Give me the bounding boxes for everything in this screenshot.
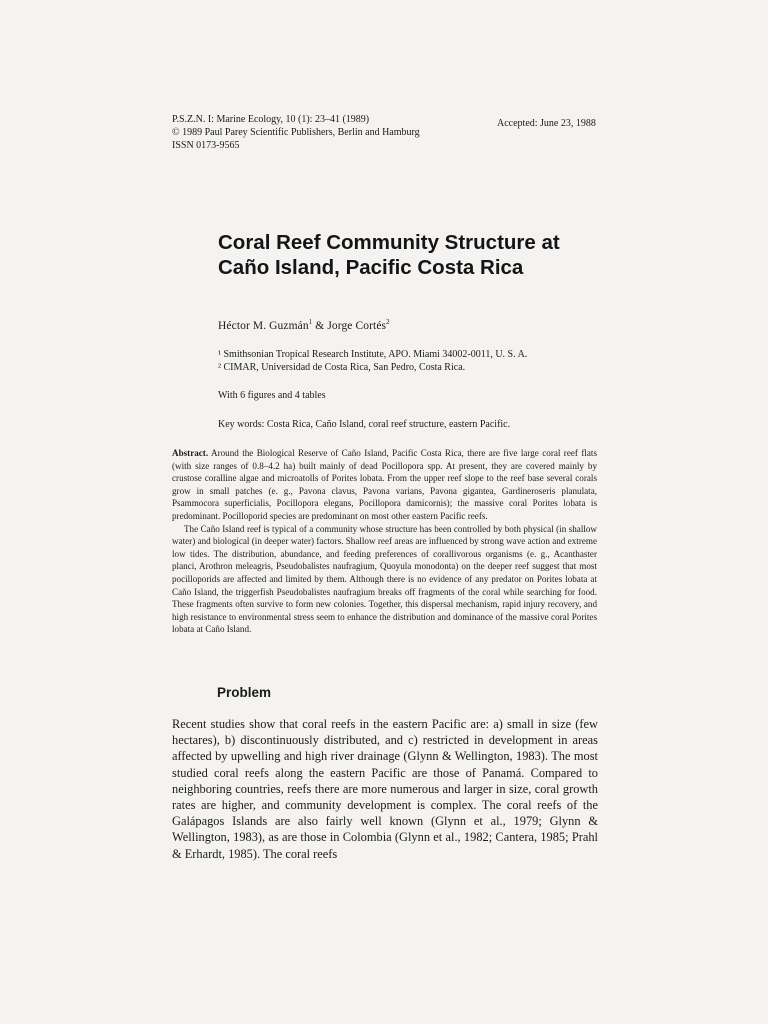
copyright-notice: © 1989 Paul Parey Scientific Publishers, Berlin and Hamburg <box>172 127 420 138</box>
article-title <box>218 230 638 280</box>
abstract <box>172 447 597 636</box>
affiliation-2: ² CIMAR, Universidad de Costa Rica, San Pedro, Costa Rica. <box>218 361 466 373</box>
section-heading: Problem <box>217 685 272 700</box>
publication-info <box>172 113 492 152</box>
article-title-line2: Caño Island, Pacific Costa Rica <box>218 256 524 279</box>
abstract-text: Around the Biological Reserve of Caño Island, Pacific Costa Rica, there are five large coral reef flats (with size ranges of 0.8–4.2 ha) built mainly of dead Pocillopora spp. At present, they are covered mainly by crustose coralline algae and microatolls of Porites lobata. From the upper reef slope to the reef base several corals grow in small patches (e. g., Pavona clavus, Pavona varians, Pavona gigantea, Gardineroseris planulata, Psammocora superficialis, Pocillopora elegans, Pocillopora damicornis); the massive coral Porites lobata is predominant. Pocilloporid species are predominant on most other eastern Pacific reefs. <box>172 448 597 521</box>
author-separator: & <box>312 319 328 332</box>
abstract-paragraph <box>172 447 597 523</box>
journal-citation: P.S.Z.N. I: Marine Ecology, 10 (1): 23–41 (1989) <box>172 114 370 125</box>
abstract-paragraph: The Caño Island reef is typical of a community whose structure has been controlled by both physical (in shallow water) and biological (in deeper water) factors. Shallow reef areas are influenced by strong wave action and extreme low tides. The distribution, abundance, and feeding preferences of corallivorous organisms (e. g., Acanthaster planci, Arothron meleagris, Pseudobalistes naufragium, Quoyula monodonta) on the deeper reef suggest that most pocilloporids are affected and limited by them. Although there is no evidence of any predator on Porites lobata at Caño Island, the triggerfish Pseudobalistes naufragium breaks off fragments of the coral while searching for food. These fragments often survive to form new colonies. Together, this dispersal mechanism, rapid injury recovery, and high resistance to environmental stress seem to enhance the distribution and dominance of the massive coral Porites lobata at Caño Island. <box>172 523 597 635</box>
author-name: Jorge Cortés <box>327 319 387 332</box>
author-list <box>218 318 390 332</box>
body-paragraph: Recent studies show that coral reefs in the eastern Pacific are: a) small in size (few hectares), b) discontinuously distributed, and c) restricted in development in areas affected by upwelling and high river drainage (Glynn & Wellington, 1983). The most studied coral reefs along the eastern Pacific are those of Panamá. Compared to neighboring countries, reefs there are more numerous and larger in size, coral growth rates are higher, and community development is complex. The coral reefs of the Galápagos Islands are also fairly well known (Glynn et al., 1979; Glynn & Wellington, 1983), as are those in Colombia (Glynn et al., 1982; Cantera, 1985; Prahl & Erhardt, 1985). The coral reefs <box>172 717 598 861</box>
figures-tables-note: With 6 figures and 4 tables <box>218 390 326 401</box>
article-title-line1: Coral Reef Community Structure at <box>218 231 560 254</box>
accepted-date: Accepted: June 23, 1988 <box>497 118 596 129</box>
affiliation-1: ¹ Smithsonian Tropical Research Institute, APO. Miami 34002-0011, U. S. A. <box>218 349 528 360</box>
keywords: Key words: Costa Rica, Caño Island, coral reef structure, eastern Pacific. <box>218 419 511 430</box>
abstract-label: Abstract. <box>172 448 209 458</box>
author-name: Héctor M. Guzmán <box>218 319 309 332</box>
affiliation-mark: 2 <box>386 318 390 326</box>
affiliations <box>218 349 638 374</box>
affiliation-mark: 1 <box>308 318 313 326</box>
issn: ISSN 0173-9565 <box>172 140 240 151</box>
